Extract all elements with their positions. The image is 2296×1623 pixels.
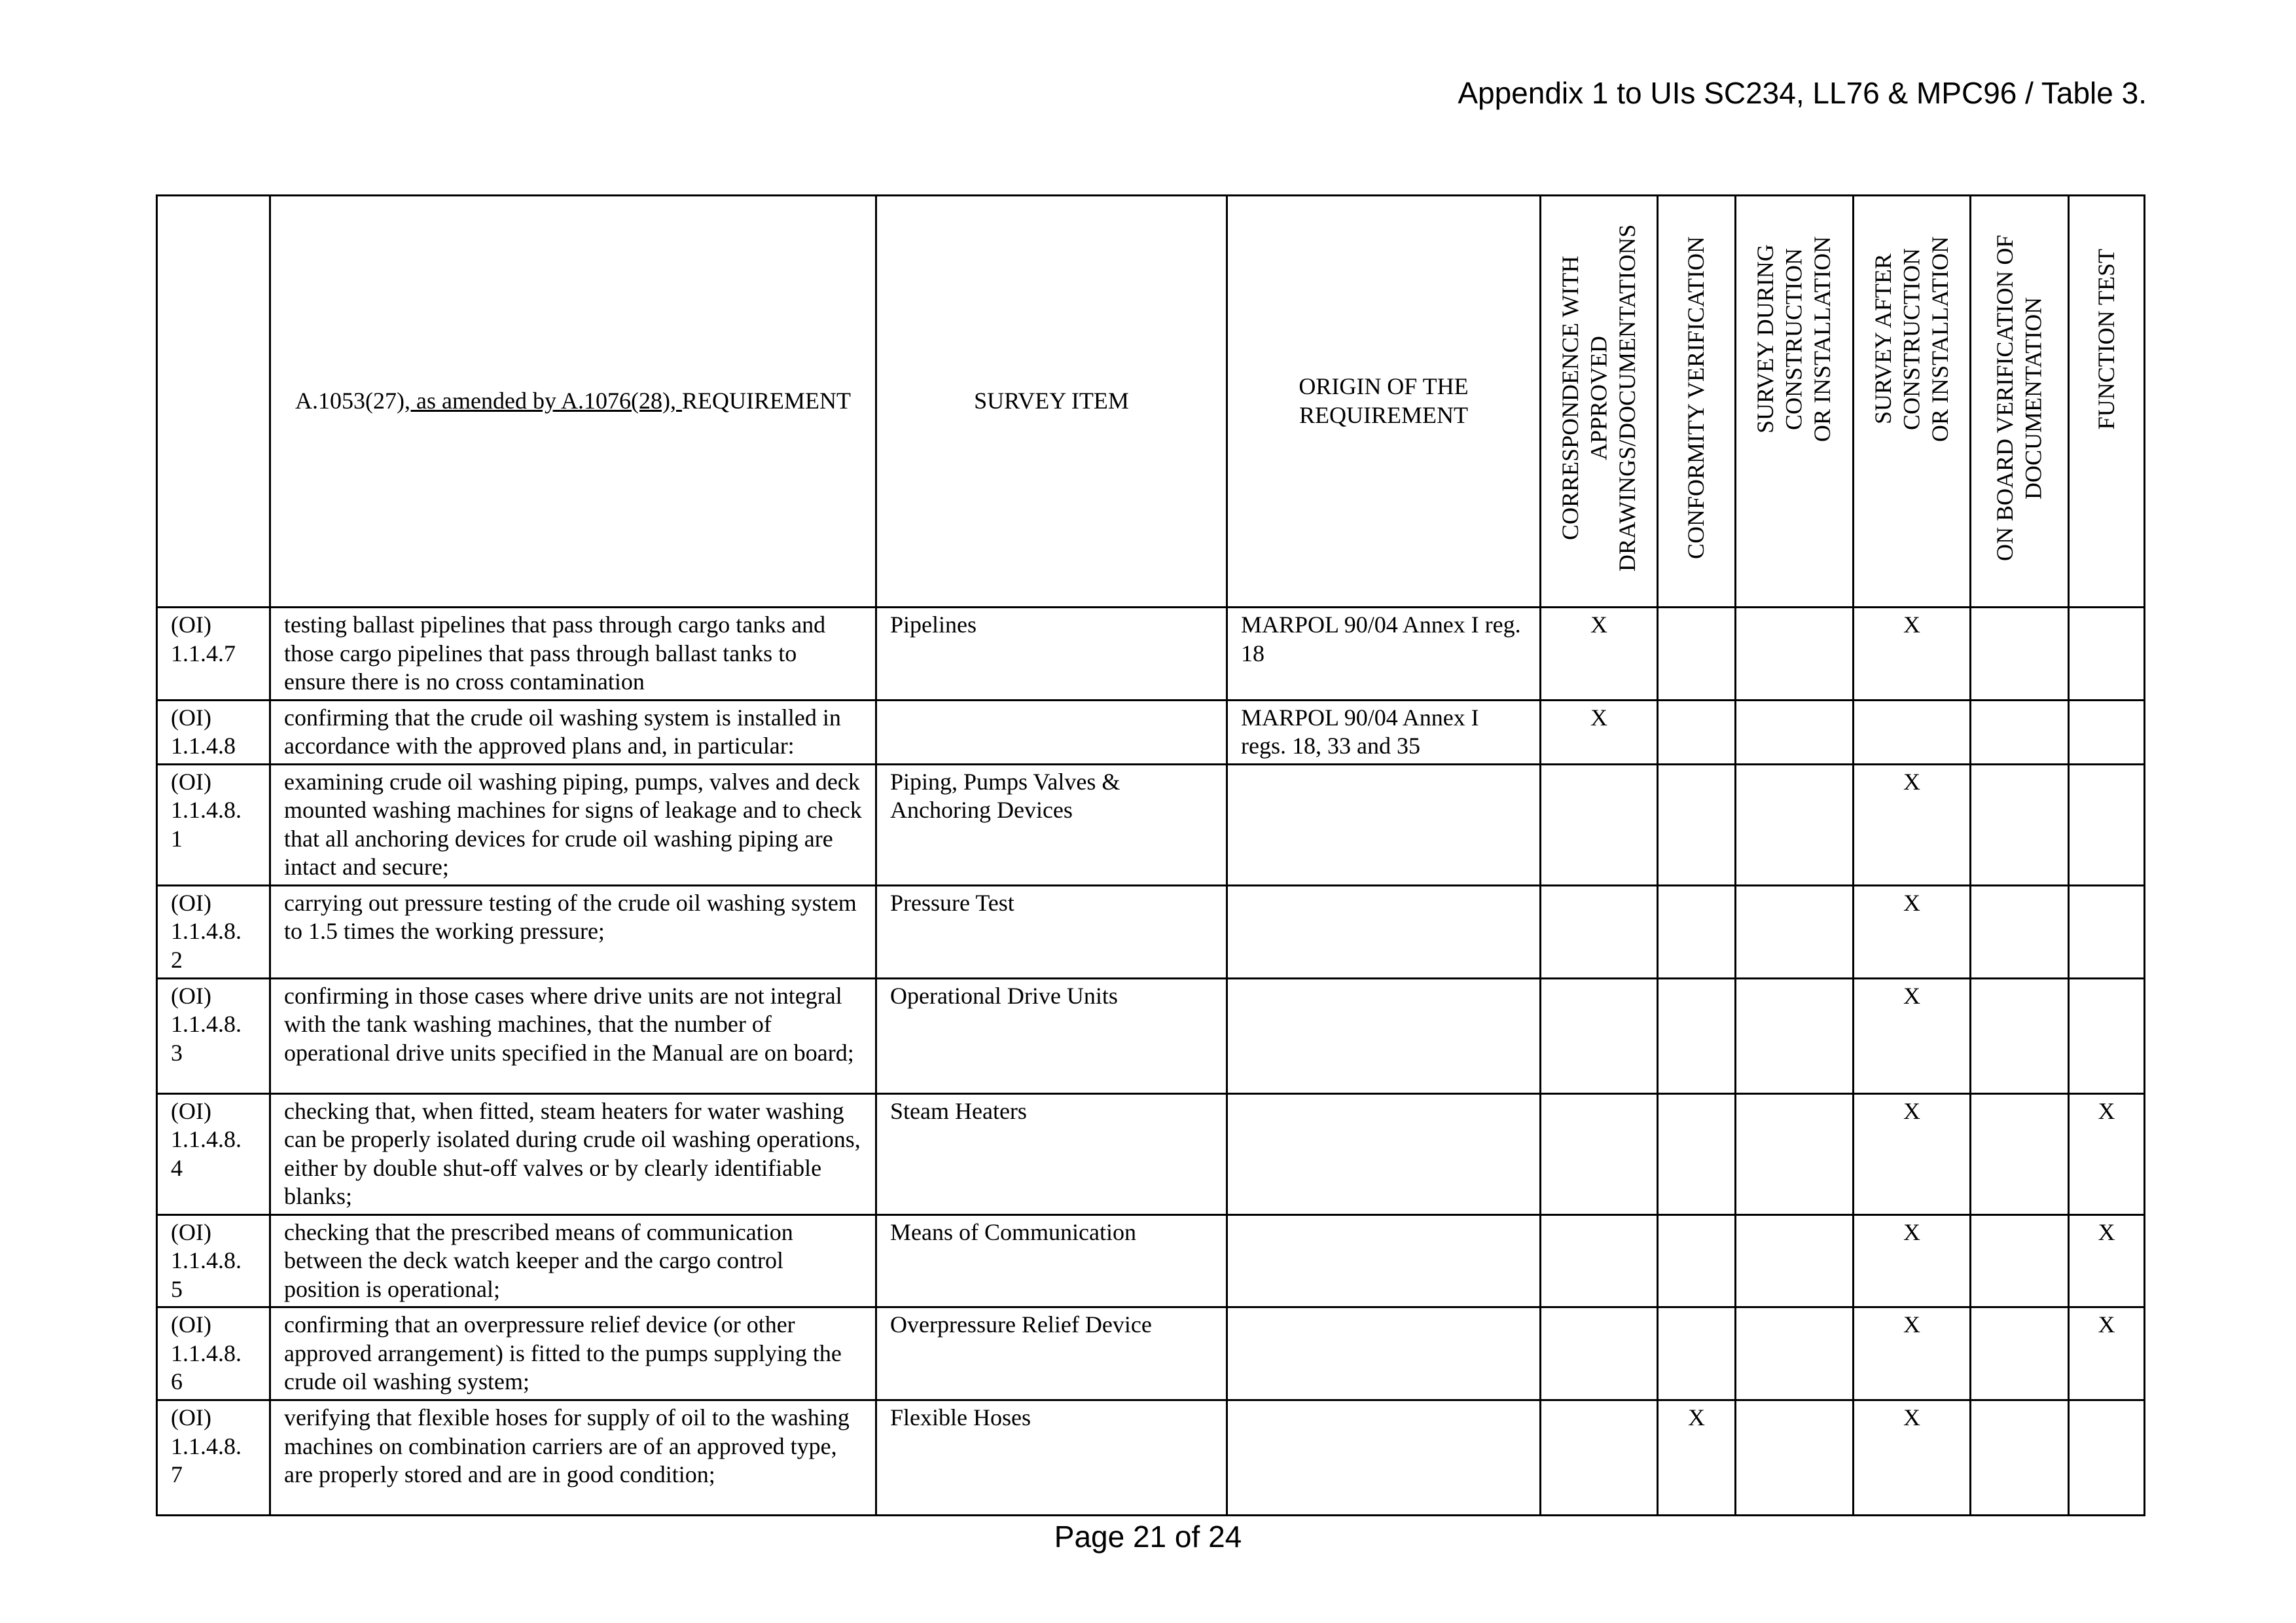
col-after-construction-header	[1854, 196, 1971, 608]
mark-during-construction	[1736, 1400, 1854, 1516]
mark-during-construction	[1736, 885, 1854, 978]
mark-after-construction	[1854, 700, 1971, 764]
mark-correspondence	[1541, 978, 1658, 1093]
table-row	[157, 1307, 2145, 1400]
mark-conformity	[1658, 1214, 1736, 1307]
mark-during-construction	[1736, 700, 1854, 764]
row-requirement: confirming that an overpressure relief device (or other approved arrangement) is fitted to the pumps supplying the crude oil washing system;	[270, 1307, 876, 1400]
mark-after-construction: X	[1854, 608, 1971, 701]
row-origin	[1227, 885, 1541, 978]
col-requirement-header	[270, 196, 876, 608]
row-origin: MARPOL 90/04 Annex I reg. 18	[1227, 608, 1541, 701]
row-origin	[1227, 1093, 1541, 1214]
mark-onboard-verification	[1971, 978, 2069, 1093]
mark-during-construction	[1736, 608, 1854, 701]
mark-function-test: X	[2069, 1214, 2145, 1307]
requirement-header-suffix: REQUIREMENT	[681, 388, 851, 414]
row-survey-item: Steam Heaters	[876, 1093, 1227, 1214]
row-survey-item: Means of Communication	[876, 1214, 1227, 1307]
mark-function-test: X	[2069, 1093, 2145, 1214]
table-row	[157, 700, 2145, 764]
row-origin: MARPOL 90/04 Annex I regs. 18, 33 and 35	[1227, 700, 1541, 764]
mark-correspondence	[1541, 1307, 1658, 1400]
mark-during-construction	[1736, 1093, 1854, 1214]
mark-during-construction	[1736, 764, 1854, 885]
row-requirement: confirming that the crude oil washing system is installed in accordance with the approved plans and, in particular:	[270, 700, 876, 764]
row-requirement: carrying out pressure testing of the crude oil washing system to 1.5 times the working pressure;	[270, 885, 876, 978]
row-requirement: confirming in those cases where drive units are not integral with the tank washing machines, that the number of operational drive units specified in the Manual are on board;	[270, 978, 876, 1093]
onboard-verification-header-label: ON BOARD VERIFICATION OF DOCUMENTATION	[1991, 234, 2047, 561]
col-origin-header: ORIGIN OF THE REQUIREMENT	[1227, 196, 1541, 608]
mark-conformity	[1658, 1093, 1736, 1214]
col-number-header	[157, 196, 270, 608]
mark-correspondence	[1541, 1214, 1658, 1307]
table-row	[157, 764, 2145, 885]
mark-conformity	[1658, 764, 1736, 885]
row-number: (OI) 1.1.4.8	[157, 700, 270, 764]
row-number: (OI) 1.1.4.8. 5	[157, 1214, 270, 1307]
requirement-header-prefix: A.1053(27)	[295, 388, 405, 414]
mark-during-construction	[1736, 1214, 1854, 1307]
mark-conformity	[1658, 978, 1736, 1093]
mark-onboard-verification	[1971, 608, 2069, 701]
mark-correspondence: X	[1541, 608, 1658, 701]
mark-during-construction	[1736, 1307, 1854, 1400]
mark-onboard-verification	[1971, 1214, 2069, 1307]
during-construction-header-label: SURVEY DURING CONSTRUCTION OR INSTALLATION	[1752, 236, 1836, 442]
table-row	[157, 978, 2145, 1093]
mark-function-test	[2069, 1400, 2145, 1516]
mark-function-test	[2069, 700, 2145, 764]
row-requirement: examining crude oil washing piping, pumps, valves and deck mounted washing machines for signs of leakage and to check that all anchoring devices for crude oil washing piping are intact and secure;	[270, 764, 876, 885]
col-function-test-header	[2069, 196, 2145, 608]
mark-conformity	[1658, 700, 1736, 764]
row-number: (OI) 1.1.4.8. 3	[157, 978, 270, 1093]
mark-onboard-verification	[1971, 1400, 2069, 1516]
mark-function-test	[2069, 978, 2145, 1093]
row-number: (OI) 1.1.4.8. 1	[157, 764, 270, 885]
correspondence-header-label: CORRESPONDENCE WITH APPROVED DRAWINGS/DOCUMENTATIONS	[1556, 224, 1640, 572]
mark-conformity	[1658, 1307, 1736, 1400]
row-requirement: checking that, when fitted, steam heaters for water washing can be properly isolated during crude oil washing operations, either by double shut-off valves or by clearly identifiable blanks;	[270, 1093, 876, 1214]
row-requirement: checking that the prescribed means of communication between the deck watch keeper and the cargo control position is operational;	[270, 1214, 876, 1307]
mark-after-construction: X	[1854, 1400, 1971, 1516]
survey-requirements-table	[156, 194, 2145, 1516]
row-number: (OI) 1.1.4.8. 7	[157, 1400, 270, 1516]
mark-function-test	[2069, 608, 2145, 701]
page-number: Page 21 of 24	[1054, 1520, 1242, 1554]
function-test-header-label: FUNCTION TEST	[2092, 248, 2119, 429]
mark-correspondence: X	[1541, 700, 1658, 764]
table-row	[157, 1214, 2145, 1307]
mark-correspondence	[1541, 885, 1658, 978]
col-survey-item-header: SURVEY ITEM	[876, 196, 1227, 608]
mark-after-construction: X	[1854, 1093, 1971, 1214]
row-number: (OI) 1.1.4.8. 2	[157, 885, 270, 978]
row-requirement: testing ballast pipelines that pass through cargo tanks and those cargo pipelines that pass through ballast tanks to ensure there is no cross contamination	[270, 608, 876, 701]
mark-conformity	[1658, 885, 1736, 978]
mark-function-test	[2069, 764, 2145, 885]
row-survey-item	[876, 700, 1227, 764]
table-header-row	[157, 196, 2145, 608]
row-origin	[1227, 978, 1541, 1093]
conformity-header-label: CONFORMITY VERIFICATION	[1683, 236, 1710, 560]
mark-function-test	[2069, 885, 2145, 978]
table-row	[157, 885, 2145, 978]
row-survey-item: Overpressure Relief Device	[876, 1307, 1227, 1400]
mark-after-construction: X	[1854, 1214, 1971, 1307]
mark-conformity	[1658, 608, 1736, 701]
col-during-construction-header	[1736, 196, 1854, 608]
mark-function-test: X	[2069, 1307, 2145, 1400]
row-survey-item: Flexible Hoses	[876, 1400, 1227, 1516]
mark-after-construction: X	[1854, 764, 1971, 885]
row-origin	[1227, 1400, 1541, 1516]
col-conformity-header	[1658, 196, 1736, 608]
col-correspondence-header	[1541, 196, 1658, 608]
mark-onboard-verification	[1971, 700, 2069, 764]
row-requirement: verifying that flexible hoses for supply of oil to the washing machines on combination carriers are of an approved type, are properly stored and are in good condition;	[270, 1400, 876, 1516]
row-survey-item: Operational Drive Units	[876, 978, 1227, 1093]
table-row	[157, 1093, 2145, 1214]
row-survey-item: Pipelines	[876, 608, 1227, 701]
mark-conformity: X	[1658, 1400, 1736, 1516]
row-number: (OI) 1.1.4.8. 4	[157, 1093, 270, 1214]
mark-during-construction	[1736, 978, 1854, 1093]
mark-correspondence	[1541, 1400, 1658, 1516]
table-row	[157, 1400, 2145, 1516]
mark-correspondence	[1541, 764, 1658, 885]
row-number: (OI) 1.1.4.7	[157, 608, 270, 701]
row-number: (OI) 1.1.4.8. 6	[157, 1307, 270, 1400]
page-header: Appendix 1 to UIs SC234, LL76 & MPC96 / Table 3.	[1458, 76, 2147, 110]
mark-after-construction: X	[1854, 1307, 1971, 1400]
requirement-header-amended: , as amended by A.1076(28),	[404, 388, 682, 414]
row-origin	[1227, 1307, 1541, 1400]
mark-onboard-verification	[1971, 764, 2069, 885]
mark-correspondence	[1541, 1093, 1658, 1214]
row-origin	[1227, 764, 1541, 885]
row-origin	[1227, 1214, 1541, 1307]
row-survey-item: Piping, Pumps Valves & Anchoring Devices	[876, 764, 1227, 885]
mark-onboard-verification	[1971, 1093, 2069, 1214]
mark-onboard-verification	[1971, 1307, 2069, 1400]
row-survey-item: Pressure Test	[876, 885, 1227, 978]
mark-onboard-verification	[1971, 885, 2069, 978]
mark-after-construction: X	[1854, 885, 1971, 978]
col-onboard-verification-header	[1971, 196, 2069, 608]
table-row	[157, 608, 2145, 701]
mark-after-construction: X	[1854, 978, 1971, 1093]
after-construction-header-label: SURVEY AFTER CONSTRUCTION OR INSTALLATION	[1869, 236, 1953, 442]
